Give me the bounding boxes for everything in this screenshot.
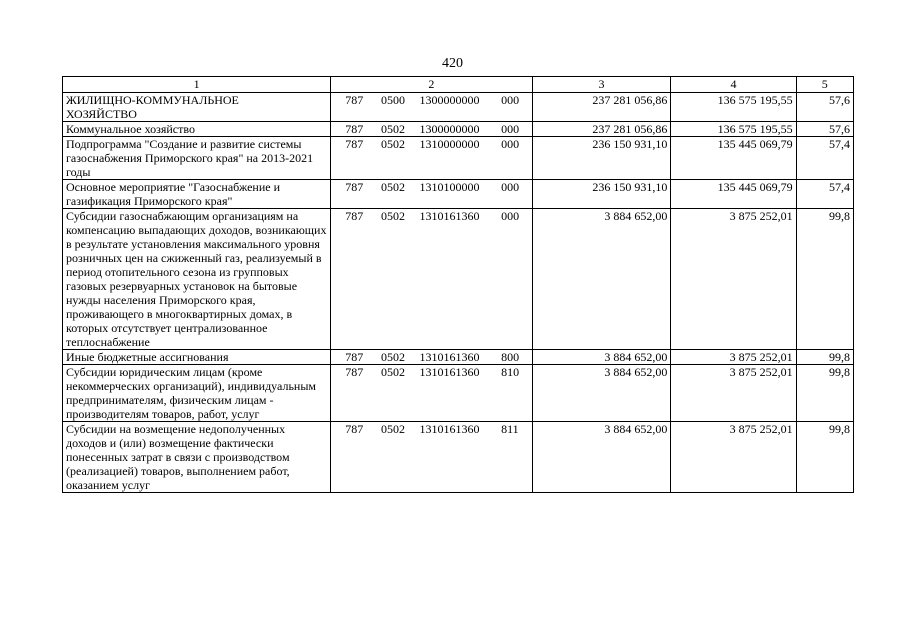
approved-amount: 237 281 056,86	[532, 122, 671, 137]
table-row	[63, 350, 854, 365]
execution-percent: 57,4	[796, 180, 853, 209]
table-row	[63, 122, 854, 137]
item-name: Иные бюджетные ассигнования	[63, 350, 331, 365]
expense-type-code: 810	[501, 365, 520, 379]
execution-percent: 99,8	[796, 365, 853, 422]
column-header-1: 1	[63, 77, 331, 93]
approved-amount: 3 884 652,00	[532, 365, 671, 422]
admin-code: 787	[345, 93, 364, 107]
classification-codes	[331, 93, 532, 122]
expense-type-code: 000	[501, 93, 520, 107]
target-code: 1310161360	[419, 209, 480, 223]
section-code: 0502	[380, 209, 405, 223]
executed-amount: 3 875 252,01	[671, 350, 796, 365]
executed-amount: 136 575 195,55	[671, 93, 796, 122]
item-name: ЖИЛИЩНО-КОММУНАЛЬНОЕ ХОЗЯЙСТВО	[63, 93, 331, 122]
target-code: 1310161360	[419, 422, 480, 436]
admin-code: 787	[345, 122, 364, 136]
item-name: Основное мероприятие "Газоснабжение и газификация Приморского края"	[63, 180, 331, 209]
executed-amount: 3 875 252,01	[671, 422, 796, 493]
classification-codes	[331, 209, 532, 350]
item-name: Коммунальное хозяйство	[63, 122, 331, 137]
target-code: 1310100000	[419, 180, 480, 194]
execution-percent: 57,4	[796, 137, 853, 180]
expense-type-code: 000	[501, 122, 520, 136]
column-header-5: 5	[796, 77, 853, 93]
expense-type-code: 800	[501, 350, 520, 364]
item-name: Подпрограмма "Создание и развитие системы газоснабжения Приморского края" на 2013-2021 годы	[63, 137, 331, 180]
column-header-2: 2	[331, 77, 532, 93]
section-code: 0502	[380, 422, 405, 436]
table-row	[63, 137, 854, 180]
page-number: 420	[442, 56, 463, 71]
target-code: 1310000000	[419, 137, 480, 151]
table-row	[63, 180, 854, 209]
execution-percent: 99,8	[796, 350, 853, 365]
expense-type-code: 000	[501, 209, 520, 223]
classification-codes	[331, 422, 532, 493]
section-code: 0500	[380, 93, 405, 107]
item-name: Субсидии юридическим лицам (кроме некоммерческих организаций), индивидуальным предпринимателям, физическим лицам - производителям товаров, работ, услуг	[63, 365, 331, 422]
approved-amount: 236 150 931,10	[532, 180, 671, 209]
item-name: Субсидии газоснабжающим организациям на компенсацию выпадающих доходов, возникающих в результате установления максимального уровня розничных цен на сжиженный газ, реализуемый в период отопительного сезона из групповых газовых резервуарных установок на бытовые нужды населения Приморского края, проживающего в многоквартирных домах, в которых отсутствует централизованное теплоснабжение	[63, 209, 331, 350]
section-code: 0502	[380, 365, 405, 379]
header-row	[63, 77, 854, 93]
approved-amount: 3 884 652,00	[532, 209, 671, 350]
table-row	[63, 422, 854, 493]
classification-codes	[331, 180, 532, 209]
target-code: 1310161360	[419, 350, 480, 364]
column-header-4: 4	[671, 77, 796, 93]
executed-amount: 3 875 252,01	[671, 209, 796, 350]
expense-type-code: 811	[501, 422, 519, 436]
section-code: 0502	[380, 350, 405, 364]
item-name: Субсидии на возмещение недополученных доходов и (или) возмещение фактически понесенных затрат в связи с производством (реализацией) товаров, выполнением работ, оказанием услуг	[63, 422, 331, 493]
column-header-3: 3	[532, 77, 671, 93]
executed-amount: 136 575 195,55	[671, 122, 796, 137]
table-row	[63, 93, 854, 122]
target-code: 1300000000	[419, 122, 480, 136]
execution-percent: 99,8	[796, 209, 853, 350]
table-body	[63, 93, 854, 493]
expense-type-code: 000	[501, 137, 520, 151]
classification-codes	[331, 122, 532, 137]
executed-amount: 135 445 069,79	[671, 137, 796, 180]
admin-code: 787	[345, 350, 364, 364]
admin-code: 787	[345, 137, 364, 151]
execution-percent: 99,8	[796, 422, 853, 493]
section-code: 0502	[380, 122, 405, 136]
execution-percent: 57,6	[796, 122, 853, 137]
approved-amount: 3 884 652,00	[532, 422, 671, 493]
budget-table	[62, 76, 854, 493]
classification-codes	[331, 365, 532, 422]
classification-codes	[331, 137, 532, 180]
section-code: 0502	[380, 180, 405, 194]
approved-amount: 237 281 056,86	[532, 93, 671, 122]
executed-amount: 135 445 069,79	[671, 180, 796, 209]
section-code: 0502	[380, 137, 405, 151]
expense-type-code: 000	[501, 180, 520, 194]
target-code: 1300000000	[419, 93, 480, 107]
approved-amount: 236 150 931,10	[532, 137, 671, 180]
table-row	[63, 209, 854, 350]
classification-codes	[331, 350, 532, 365]
execution-percent: 57,6	[796, 93, 853, 122]
table-row	[63, 365, 854, 422]
admin-code: 787	[345, 209, 364, 223]
admin-code: 787	[345, 422, 364, 436]
target-code: 1310161360	[419, 365, 480, 379]
admin-code: 787	[345, 180, 364, 194]
admin-code: 787	[345, 365, 364, 379]
approved-amount: 3 884 652,00	[532, 350, 671, 365]
executed-amount: 3 875 252,01	[671, 365, 796, 422]
